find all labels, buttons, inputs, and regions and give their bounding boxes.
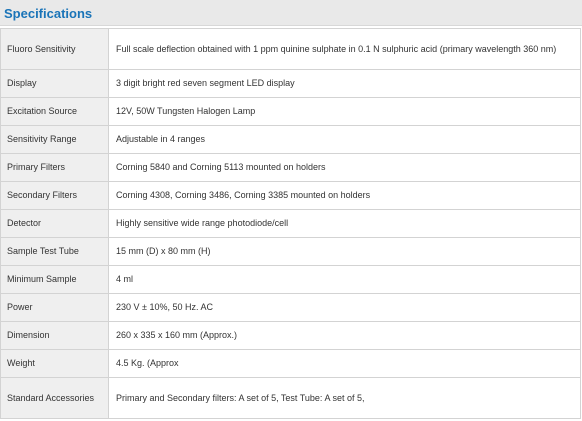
table-row xyxy=(1,266,581,294)
spec-value: Adjustable in 4 ranges xyxy=(109,126,581,154)
spec-value: 4 ml xyxy=(109,266,581,294)
spec-label: Display xyxy=(1,70,109,98)
table-row xyxy=(1,29,581,70)
spec-value: Primary and Secondary filters: A set of 5, Test Tube: A set of 5, xyxy=(109,378,581,419)
spec-label: Fluoro Sensitivity xyxy=(1,29,109,70)
spec-label: Detector xyxy=(1,210,109,238)
spec-label: Power xyxy=(1,294,109,322)
spec-label: Secondary Filters xyxy=(1,182,109,210)
table-row xyxy=(1,98,581,126)
spec-value: 260 x 335 x 160 mm (Approx.) xyxy=(109,322,581,350)
table-row xyxy=(1,154,581,182)
spec-label: Weight xyxy=(1,350,109,378)
table-row xyxy=(1,70,581,98)
spec-value: 3 digit bright red seven segment LED display xyxy=(109,70,581,98)
spec-value: Corning 4308, Corning 3486, Corning 3385 mounted on holders xyxy=(109,182,581,210)
spec-value: 15 mm (D) x 80 mm (H) xyxy=(109,238,581,266)
spec-value: Full scale deflection obtained with 1 ppm quinine sulphate in 0.1 N sulphuric acid (primary wavelength 360 nm) xyxy=(109,29,581,70)
spec-value: 230 V ± 10%, 50 Hz. AC xyxy=(109,294,581,322)
spec-label: Sample Test Tube xyxy=(1,238,109,266)
table-row xyxy=(1,350,581,378)
spec-value: 4.5 Kg. (Approx xyxy=(109,350,581,378)
specifications-header xyxy=(0,0,582,26)
table-row xyxy=(1,238,581,266)
spec-value: Highly sensitive wide range photodiode/cell xyxy=(109,210,581,238)
spec-value: Corning 5840 and Corning 5113 mounted on holders xyxy=(109,154,581,182)
table-row xyxy=(1,210,581,238)
spec-label: Standard Accessories xyxy=(1,378,109,419)
table-row xyxy=(1,322,581,350)
specifications-table xyxy=(0,28,581,419)
table-row xyxy=(1,126,581,154)
spec-label: Minimum Sample xyxy=(1,266,109,294)
table-row xyxy=(1,378,581,419)
spec-label: Dimension xyxy=(1,322,109,350)
spec-label: Sensitivity Range xyxy=(1,126,109,154)
spec-label: Primary Filters xyxy=(1,154,109,182)
section-title: Specifications xyxy=(4,6,93,21)
spec-value: 12V, 50W Tungsten Halogen Lamp xyxy=(109,98,581,126)
spec-label: Excitation Source xyxy=(1,98,109,126)
table-row xyxy=(1,294,581,322)
table-row xyxy=(1,182,581,210)
